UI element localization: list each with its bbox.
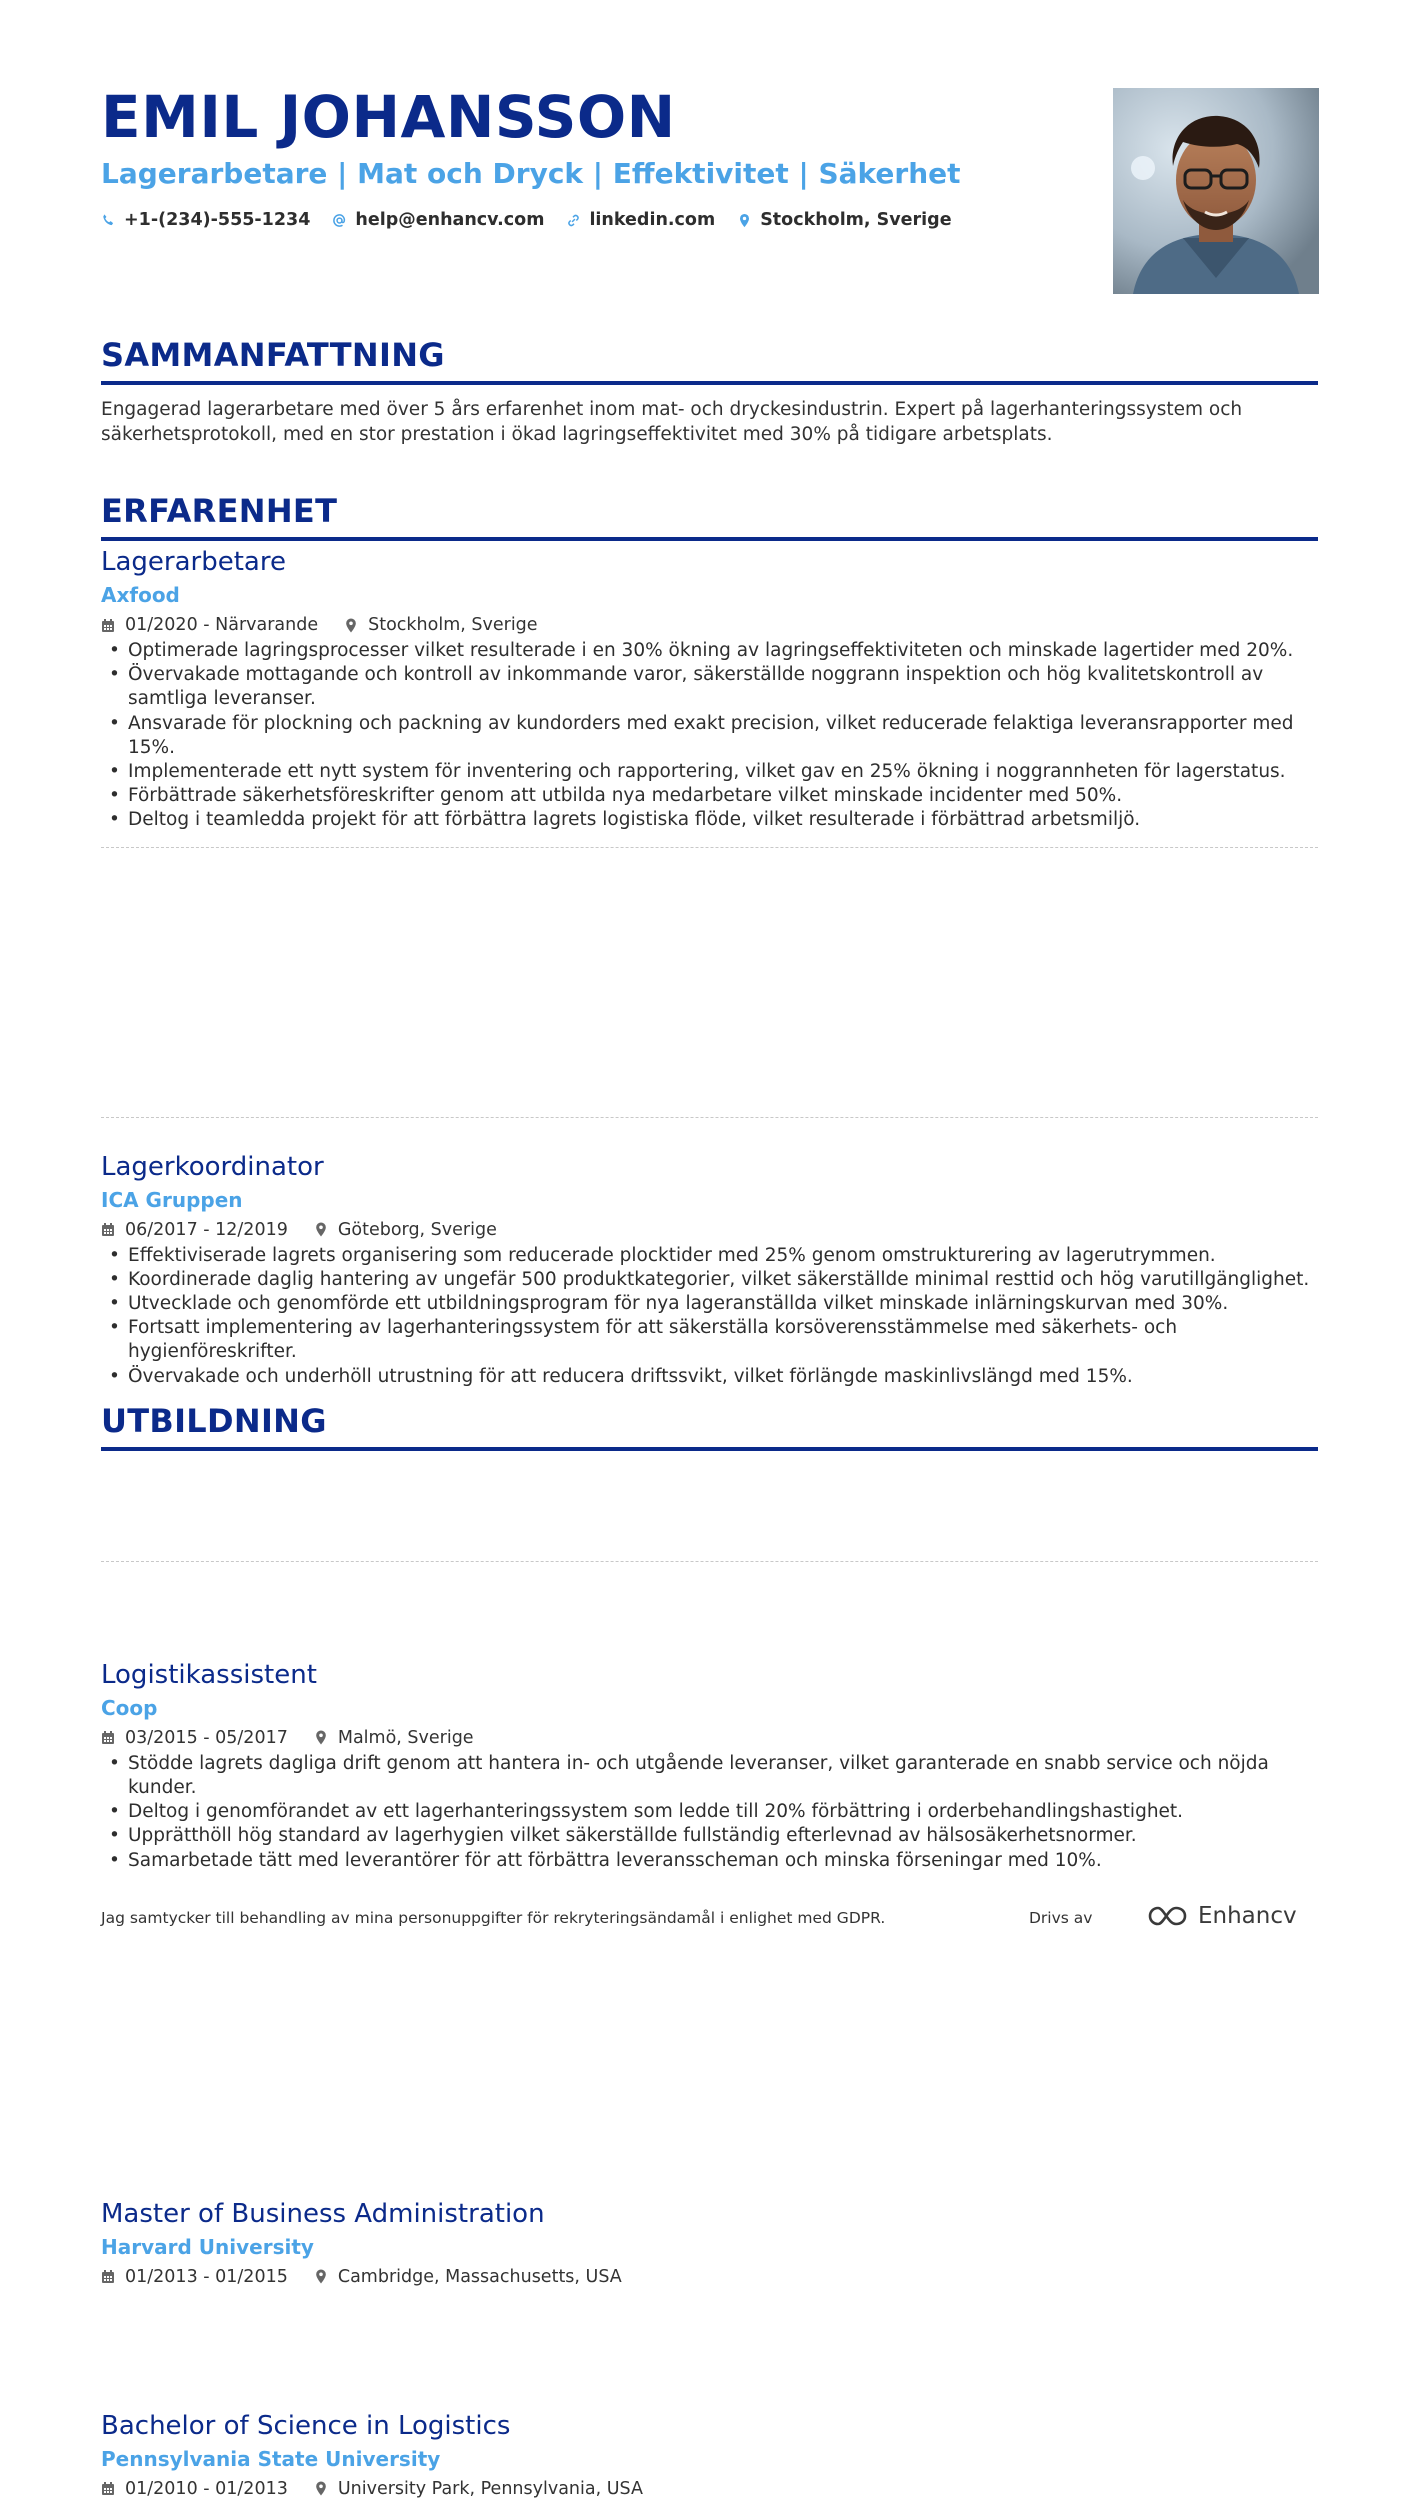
candidate-headline: Lagerarbetare | Mat och Dryck | Effektivitet | Säkerhet [101, 157, 961, 190]
location-text: Malmö, Sverige [337, 1727, 474, 1748]
school-location [314, 2477, 643, 2501]
job-title: Logistikassistent [101, 1659, 317, 1690]
school-name: Harvard University [101, 2234, 314, 2259]
resume-header [101, 84, 1081, 230]
date-range [101, 2265, 288, 2289]
location-text: University Park, Pennsylvania, USA [337, 2478, 643, 2499]
entry-divider [101, 1561, 1318, 1562]
experience-entry [101, 545, 1318, 833]
bullet-item: • Deltog i teamledda projekt för att förbättra lagrets logistiska flöde, vilket resulterade i förbättrad arbetsmiljö. [101, 808, 1318, 832]
location-text: Stockholm, Sverige [760, 210, 952, 230]
date-text: 01/2010 - 01/2013 [125, 2478, 288, 2499]
school-name: Pennsylvania State University [101, 2446, 441, 2471]
bullet-item: • Upprätthöll hög standard av lagerhygien vilket säkerställde fullständig efterlevnad av hälsosäkerhetsnormer. [101, 1824, 1318, 1848]
gdpr-consent: Jag samtycker till behandling av mina personuppgifter för rekryteringsändamål i enlighet med GDPR. [101, 1909, 886, 1927]
date-range [101, 2477, 288, 2501]
summary-section [101, 334, 1318, 447]
entry-meta [101, 2477, 1318, 2501]
degree-title: Master of Business Administration [101, 2198, 545, 2229]
bullet-item: • Övervakade mottagande och kontroll av inkommande varor, säkerställde noggrann inspektion och hög kvalitetskontroll av samtliga leveranser. [101, 663, 1318, 711]
bullet-item: • Utvecklade och genomförde ett utbildningsprogram för nya lageranställda vilket minskade inlärningskurvan med 30%. [101, 1292, 1318, 1316]
powered-by-label: Drivs av [1029, 1909, 1093, 1927]
map-pin-icon [314, 2481, 328, 2496]
map-pin-icon [344, 618, 358, 633]
candidate-name: EMIL JOHANSSON [101, 83, 676, 151]
company-name: Axfood [101, 583, 180, 607]
education-title: UTBILDNING [101, 1402, 327, 1440]
profile-photo [1113, 88, 1319, 294]
bullet-item: • Stödde lagrets dagliga drift genom att hantera in- och utgående leveranser, vilket garanterade en snabb service och nöjda kunder. [101, 1752, 1318, 1800]
contact-location [737, 210, 951, 230]
contact-email[interactable] [332, 210, 544, 230]
enhancv-logo-icon [1146, 1904, 1190, 1928]
date-text: 03/2015 - 05/2017 [125, 1727, 288, 1748]
job-location [344, 613, 537, 637]
date-range [101, 1218, 288, 1242]
phone-text: +1-(234)-555-1234 [124, 210, 311, 230]
section-divider [101, 381, 1318, 385]
calendar-icon [101, 2269, 115, 2284]
calendar-icon [101, 1222, 115, 1237]
calendar-icon [101, 618, 115, 633]
brand-link[interactable] [1146, 1903, 1297, 1929]
bullet-list [101, 639, 1318, 833]
bullet-item: • Koordinerade daglig hantering av ungefär 500 produktkategorier, vilket säkerställde minimal resttid och hög varutillgänglighet. [101, 1268, 1318, 1292]
location-text: Stockholm, Sverige [368, 615, 538, 635]
entry-divider [101, 1117, 1318, 1118]
bullet-item: • Förbättrade säkerhetsföreskrifter genom att utbilda nya medarbetare vilket minskade incidenter med 50%. [101, 784, 1318, 808]
bullet-item: • Ansvarade för plockning och packning av kundorders med exakt precision, vilket reducerade felaktiga leveransrapporter med 15%. [101, 712, 1318, 760]
contact-linkedin[interactable] [566, 210, 715, 230]
bullet-item: • Deltog i genomförandet av ett lagerhanteringssystem som ledde till 20% förbättring i orderbehandlingshastighet. [101, 1800, 1318, 1824]
job-title: Lagerkoordinator [101, 1151, 324, 1182]
experience-section [101, 490, 1318, 541]
date-range [101, 1726, 288, 1750]
link-icon [566, 213, 581, 228]
bullet-list [101, 1752, 1318, 1873]
job-location [314, 1726, 474, 1750]
map-pin-icon [314, 1222, 328, 1237]
company-name: Coop [101, 1695, 158, 1720]
page-footer [101, 1905, 1318, 1935]
map-pin-icon [314, 2269, 328, 2284]
bullet-item: • Samarbetade tätt med leverantörer för att förbättra leveransscheman och minska förseningar med 10%. [101, 1849, 1318, 1873]
phone-icon [101, 213, 116, 228]
entry-meta [101, 1218, 1318, 1242]
experience-entry [101, 1658, 1318, 1873]
entry-meta [101, 1726, 1318, 1750]
education-section [101, 1400, 1318, 1451]
job-location [314, 1218, 497, 1242]
bullet-item: • Implementerade ett nytt system för inventering och rapportering, vilket gav en 25% ökning i noggrannheten för lagerstatus. [101, 760, 1318, 784]
bullet-item: • Effektiviserade lagrets organisering som reducerade plocktider med 25% genom omstrukturering av lagerutrymmen. [101, 1244, 1318, 1268]
entry-divider [101, 847, 1318, 848]
experience-entry [101, 1150, 1318, 1389]
company-name: ICA Gruppen [101, 1187, 243, 1212]
bullet-item: • Övervakade och underhöll utrustning för att reducera driftssvikt, vilket förlängde maskinlivslängd med 15%. [101, 1365, 1318, 1389]
bullet-list [101, 1244, 1318, 1389]
summary-title: SAMMANFATTNING [101, 336, 445, 374]
location-text: Cambridge, Massachusetts, USA [337, 2266, 622, 2287]
bullet-item: • Optimerade lagringsprocesser vilket resulterade i en 30% ökning av lagringseffektiviteten och minskade lagertider med 20%. [101, 639, 1318, 663]
date-text: 06/2017 - 12/2019 [125, 1219, 288, 1240]
calendar-icon [101, 2481, 115, 2496]
job-title: Lagerarbetare [101, 547, 286, 577]
brand-name: Enhancv [1198, 1903, 1297, 1929]
education-entry [101, 2409, 1318, 2501]
date-range [101, 613, 318, 637]
summary-text: Engagerad lagerarbetare med över 5 års erfarenhet inom mat- och dryckesindustrin. Expert på lagerhanteringssystem och säkerhetsprotokoll, med en stor prestation i ökad lagringseffektivitet med 30% på tidigare arbetsplats. [101, 399, 1243, 445]
contact-bar [101, 210, 1081, 230]
map-pin-icon [737, 213, 752, 228]
degree-title: Bachelor of Science in Logistics [101, 2410, 511, 2441]
experience-title: ERFARENHET [101, 492, 338, 530]
school-location [314, 2265, 622, 2289]
entry-meta [101, 2265, 1318, 2289]
email-text: help@enhancv.com [355, 210, 545, 230]
linkedin-text: linkedin.com [589, 210, 716, 230]
map-pin-icon [314, 1730, 328, 1745]
section-divider [101, 1447, 1318, 1451]
bullet-item: • Fortsatt implementering av lagerhanteringssystem för att säkerställa korsöverensstämmelse med säkerhets- och hygienföreskrifter. [101, 1316, 1318, 1364]
education-entry [101, 2197, 1318, 2289]
contact-phone[interactable] [101, 210, 310, 230]
date-text: 01/2013 - 01/2015 [125, 2266, 288, 2287]
section-divider [101, 537, 1318, 541]
date-text: 01/2020 - Närvarande [125, 615, 319, 635]
at-icon [332, 213, 347, 228]
entry-meta [101, 613, 1318, 637]
calendar-icon [101, 1730, 115, 1745]
location-text: Göteborg, Sverige [337, 1219, 497, 1240]
